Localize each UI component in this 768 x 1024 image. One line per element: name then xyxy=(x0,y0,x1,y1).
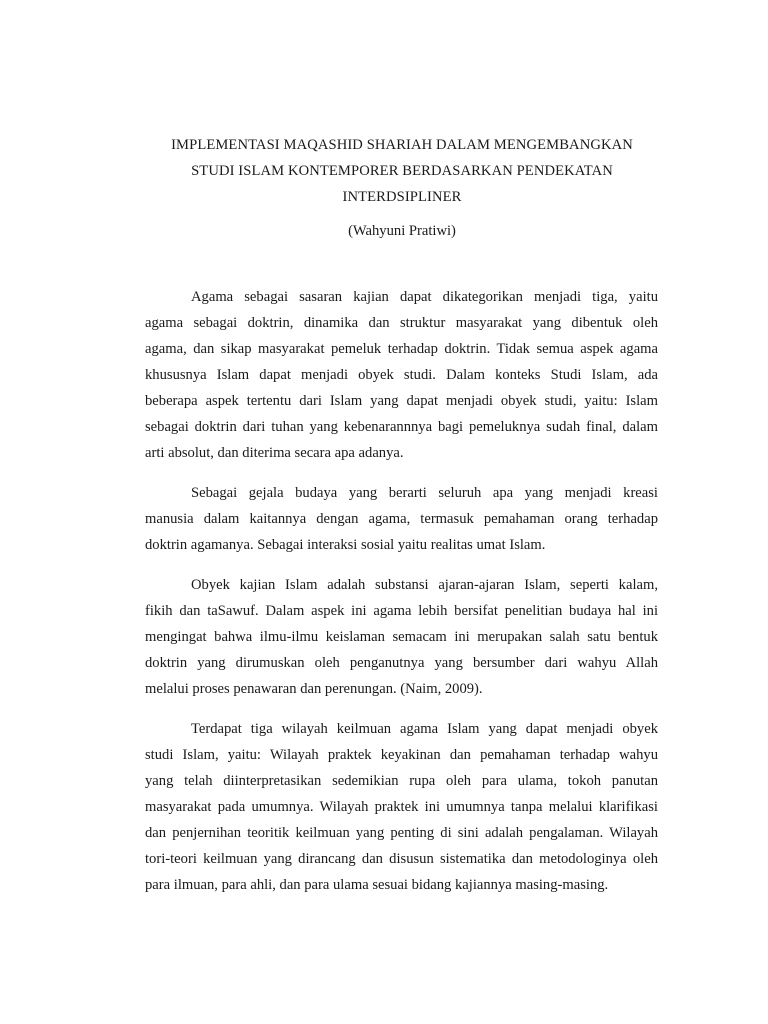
document-title-line-1: IMPLEMENTASI MAQASHID SHARIAH DALAM MENGEMBANGKAN xyxy=(171,137,633,153)
paragraph-line: para ilmuan, para ahli, dan para ulama sesuai bidang kajiannya masing-masing. xyxy=(145,877,609,893)
paragraph-2 xyxy=(145,480,658,558)
paragraph-4 xyxy=(145,716,658,898)
paragraph-line: tori-teori keilmuan yang dirancang dan disusun sistematika dan metodologinya oleh xyxy=(145,851,658,867)
paragraph-3 xyxy=(145,572,658,702)
document-title-line-2: STUDI ISLAM KONTEMPORER BERDASARKAN PENDEKATAN xyxy=(191,163,613,179)
paragraph-line: agama, dan sikap masyarakat pemeluk terhadap doktrin. Tidak semua aspek agama xyxy=(145,341,658,357)
body-text xyxy=(145,284,658,912)
paragraph-line: Terdapat tiga wilayah keilmuan agama Islam yang dapat menjadi obyek xyxy=(191,721,658,737)
paragraph-line: doktrin agamanya. Sebagai interaksi sosial yaitu realitas umat Islam. xyxy=(145,537,546,553)
document-title-line-3: INTERDSIPLINER xyxy=(342,189,462,205)
paragraph-line: mengingat bahwa ilmu-ilmu keislaman semacam ini merupakan salah satu bentuk xyxy=(145,629,658,645)
paragraph-line: masyarakat pada umumnya. Wilayah praktek ini umumnya tanpa melalui klarifikasi xyxy=(145,799,658,815)
title-block xyxy=(120,132,684,243)
paragraph-line: fikih dan taSawuf. Dalam aspek ini agama lebih bersifat penelitian budaya hal ini xyxy=(145,603,658,619)
paragraph-line: Sebagai gejala budaya yang berarti seluruh apa yang menjadi kreasi xyxy=(191,485,658,501)
paragraph-line: yang telah diinterpretasikan sedemikian rupa oleh para ulama, tokoh panutan xyxy=(145,773,658,789)
paragraph-line: studi Islam, yaitu: Wilayah praktek keyakinan dan pemahaman terhadap wahyu xyxy=(145,747,658,763)
paragraph-line: arti absolut, dan diterima secara apa adanya. xyxy=(145,445,404,461)
paragraph-line: Obyek kajian Islam adalah substansi ajaran-ajaran Islam, seperti kalam, xyxy=(191,577,658,593)
paragraph-line: agama sebagai doktrin, dinamika dan struktur masyarakat yang dibentuk oleh xyxy=(145,315,658,331)
paragraph-line: beberapa aspek tertentu dari Islam yang dapat menjadi obyek studi, yaitu: Islam xyxy=(145,393,658,409)
paragraph-line: manusia dalam kaitannya dengan agama, termasuk pemahaman orang terhadap xyxy=(145,511,658,527)
paragraph-line: melalui proses penawaran dan perenungan. (Naim, 2009). xyxy=(145,681,483,697)
paragraph-line: khususnya Islam dapat menjadi obyek studi. Dalam konteks Studi Islam, ada xyxy=(145,367,658,383)
paragraph-line: Agama sebagai sasaran kajian dapat dikategorikan menjadi tiga, yaitu xyxy=(191,289,658,305)
paragraph-1 xyxy=(145,284,658,466)
paragraph-line: doktrin yang dirumuskan oleh penganutnya yang bersumber dari wahyu Allah xyxy=(145,655,658,671)
paragraph-line: sebagai doktrin dari tuhan yang kebenarannnya bagi pemeluknya sudah final, dalam xyxy=(145,419,658,435)
paragraph-line: dan penjernihan teoritik keilmuan yang penting di sini adalah pengalaman. Wilayah xyxy=(145,825,658,841)
author-name: (Wahyuni Pratiwi) xyxy=(348,223,456,239)
